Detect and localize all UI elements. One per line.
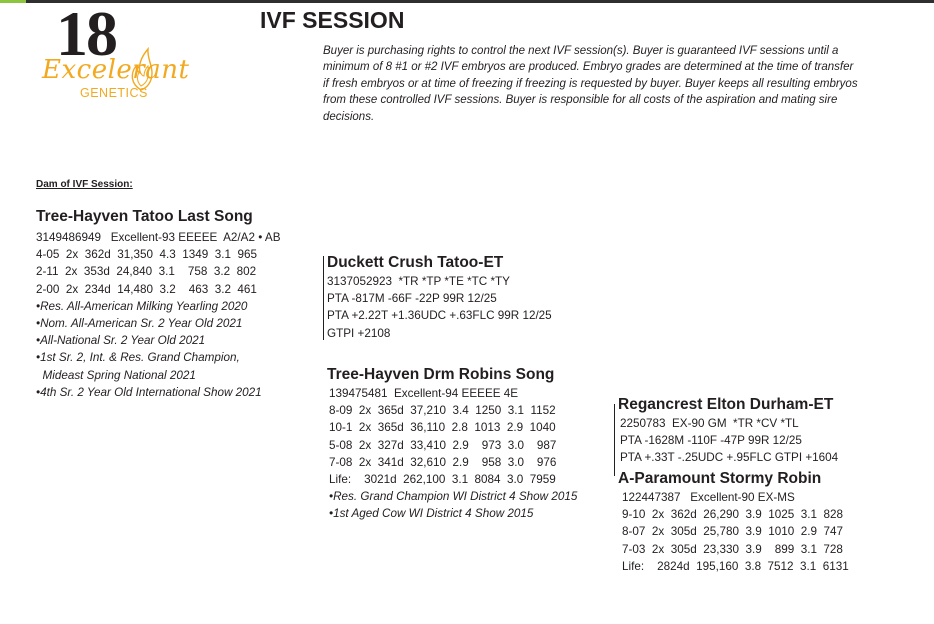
flame-icon — [128, 46, 154, 92]
dam-dam-sire-info-line: PTA -1628M -110F -47P 99R 12/25 — [620, 434, 802, 448]
dam-dam-record-line: 5-08 2x 327d 33,410 2.9 973 3.0 987 — [329, 438, 557, 452]
sire-info-line: PTA +2.22T +1.36UDC +.63FLC 99R 12/25 — [327, 309, 552, 323]
dam-honor: •1st Sr. 2, Int. & Res. Grand Champion, — [36, 351, 240, 365]
dam-dam-dam-lifetime-line: Life: 2824d 195,160 3.8 7512 3.1 6131 — [622, 559, 849, 573]
dam-honor: •Nom. All-American Sr. 2 Year Old 2021 — [36, 317, 243, 331]
dam-honor: •4th Sr. 2 Year Old International Show 2021 — [36, 385, 262, 399]
dam-dam-info-line: 139475481 Excellent-94 EEEEE 4E — [329, 387, 519, 400]
dam-dam-dam-record-line: 8-07 2x 305d 25,780 3.9 1010 2.9 747 — [622, 525, 843, 539]
lot-number: 18 — [56, 0, 116, 69]
logo-subtitle: GENETICS — [80, 86, 148, 100]
dam-record-line: 4-05 2x 362d 31,350 4.3 1349 3.1 965 — [36, 248, 257, 262]
page-title: IVF SESSION — [260, 7, 405, 33]
dam-dam-name: Tree-Hayven Drm Robins Song — [327, 366, 555, 383]
dam-name: Tree-Hayven Tatoo Last Song — [36, 208, 253, 225]
logo-wordmark: Excelerant — [42, 55, 190, 85]
dam-block — [36, 208, 281, 401]
dam-honor: Mideast Spring National 2021 — [36, 368, 196, 382]
sire-name: Duckett Crush Tatoo-ET — [327, 254, 504, 271]
dam-section-label: Dam of IVF Session: — [36, 179, 133, 190]
dam-dam-block — [327, 366, 577, 523]
pedigree-bracket — [614, 404, 615, 476]
sire-info-line: 3137052923 *TR *TP *TE *TC *TY — [327, 275, 510, 288]
sire-info-line: PTA -817M -66F -22P 99R 12/25 — [327, 292, 497, 306]
dam-dam-sire-info-line: 2250783 EX-90 GM *TR *CV *TL — [620, 417, 799, 430]
dam-honor: •Res. All-American Milking Yearling 2020 — [36, 299, 248, 313]
dam-honor: •All-National Sr. 2 Year Old 2021 — [36, 334, 206, 348]
dam-dam-sire-info-line: PTA +.33T -.25UDC +.95FLC GTPI +1604 — [620, 451, 839, 465]
dam-dam-dam-info-line: 122447387 Excellent-90 EX-MS — [622, 491, 795, 504]
dam-dam-honor: •Res. Grand Champion WI District 4 Show 2015 — [329, 490, 578, 504]
top-bar-accent — [0, 0, 26, 3]
dam-dam-lifetime-line: Life: 3021d 262,100 3.1 8084 3.0 7959 — [329, 473, 556, 487]
dam-dam-honor: •1st Aged Cow WI District 4 Show 2015 — [329, 507, 534, 521]
dam-dam-record-line: 10-1 2x 365d 36,110 2.8 1013 2.9 1040 — [329, 421, 556, 435]
pedigree-bracket — [323, 256, 324, 340]
dam-dam-dam-record-line: 7-03 2x 305d 23,330 3.9 899 3.1 728 — [622, 542, 843, 556]
top-bar — [0, 0, 934, 3]
dam-dam-dam-record-line: 9-10 2x 362d 26,290 3.9 1025 3.1 828 — [622, 508, 843, 522]
dam-dam-sire-name: Regancrest Elton Durham-ET — [618, 396, 834, 413]
dam-dam-sire-block — [618, 396, 838, 467]
dam-dam-dam-name: A-Paramount Stormy Robin — [618, 470, 822, 487]
session-description: Buyer is purchasing rights to control the next IVF session(s). Buyer is guaranteed IVF sessions until a minimum of 8 #1 or #2 IVF embryos are produced. Embryo grades are determined at the time of transfer if fresh embryos or at time of freezing if freezing is requested by buyer. Buyer keeps all resulting embryos from these controlled IVF sessions. Buyer is responsible for all costs of the aspiration and mating sire decisions. — [323, 45, 858, 123]
dam-dam-dam-block — [618, 470, 849, 575]
dam-record-line: 2-00 2x 234d 14,480 3.2 463 3.2 461 — [36, 282, 257, 296]
sire-info-line: GTPI +2108 — [327, 326, 391, 340]
dam-record-line: 2-11 2x 353d 24,840 3.1 758 3.2 802 — [36, 265, 257, 279]
dam-info-line: 3149486949 Excellent-93 EEEEE A2/A2 • AB — [36, 231, 281, 244]
sire-block — [327, 254, 552, 342]
dam-dam-record-line: 7-08 2x 341d 32,610 2.9 958 3.0 976 — [329, 455, 557, 469]
dam-dam-record-line: 8-09 2x 365d 37,210 3.4 1250 3.1 1152 — [329, 404, 556, 418]
